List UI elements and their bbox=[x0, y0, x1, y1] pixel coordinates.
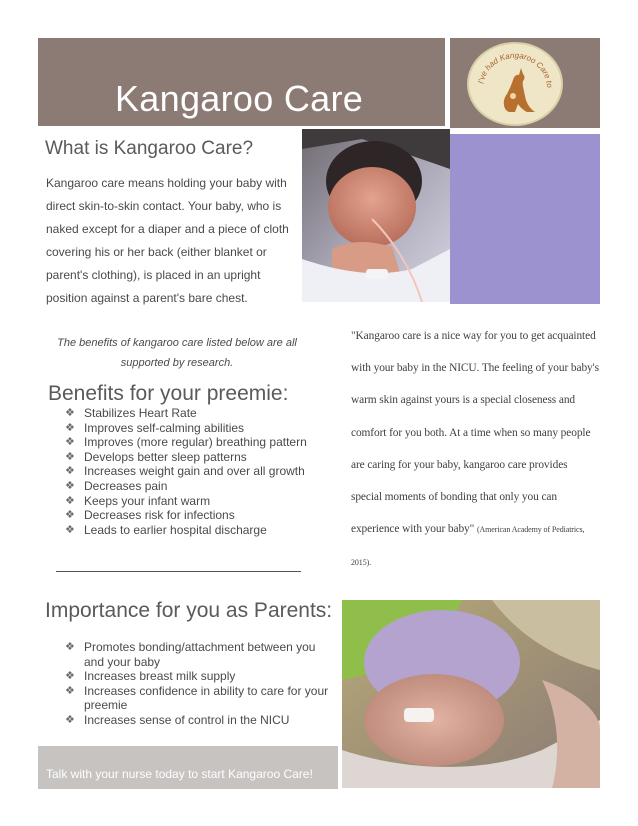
list-item: ❖ Improves self-calming abilities bbox=[65, 420, 245, 435]
diamond-bullet-icon: ❖ bbox=[65, 523, 75, 536]
quote-citation: (American Academy of Pediatrics, 2015). bbox=[351, 525, 585, 568]
research-note: The benefits of kangaroo care listed below are all supported by research. bbox=[57, 337, 297, 369]
diamond-bullet-icon: ❖ bbox=[65, 509, 75, 522]
diamond-bullet-icon: ❖ bbox=[65, 465, 75, 478]
diamond-bullet-icon: ❖ bbox=[65, 641, 75, 653]
kangaroo-logo bbox=[467, 42, 563, 126]
list-item: ❖ Promotes bonding/attachment between you and your baby bbox=[65, 640, 316, 669]
benefits-heading: Benefits for your preemie: bbox=[48, 382, 289, 405]
importance-heading: Importance for you as Parents: bbox=[45, 599, 333, 622]
diamond-bullet-icon: ❖ bbox=[65, 450, 75, 463]
aap-quote: "Kangaroo care is a nice way for you to get acquainted with your baby in the NICU. The feeling of your baby's warm skin against yours is a special closeness and comfort for you both. At a time when so many people are caring for your baby, kangaroo care provides special moments of bonding that only you can experience with your baby" (American Academy of Pediatrics, 2015). bbox=[351, 330, 599, 568]
diamond-bullet-icon: ❖ bbox=[65, 494, 75, 507]
svg-text:I've had Kangaroo Care today!: I've had Kangaroo Care to bbox=[476, 50, 555, 89]
diamond-bullet-icon: ❖ bbox=[65, 479, 75, 492]
footer-call-to-action: Talk with your nurse today to start Kangaroo Care! bbox=[46, 767, 313, 781]
list-item: ❖ Increases weight gain and over all growth bbox=[65, 464, 305, 479]
importance-list bbox=[63, 640, 333, 728]
list-item: ❖ Keeps your infant warm bbox=[65, 493, 211, 508]
diamond-bullet-icon: ❖ bbox=[65, 407, 75, 419]
intro-paragraph: Kangaroo care means holding your baby with direct skin-to-skin contact. Your baby, who is naked except for a diaper and a piece of cloth covering his or her back (either blanket or parent's clothing), is placed in an upright position against a parent's bare chest. bbox=[46, 176, 289, 305]
list-item: ❖ Increases confidence in ability to care for your preemie bbox=[65, 683, 329, 713]
purple-accent-panel bbox=[450, 134, 600, 304]
diamond-bullet-icon: ❖ bbox=[65, 684, 75, 697]
baby-photo-1 bbox=[302, 129, 450, 302]
diamond-bullet-icon: ❖ bbox=[65, 421, 75, 434]
diamond-bullet-icon: ❖ bbox=[65, 670, 75, 683]
list-item: ❖ Stabilizes Heart Rate bbox=[65, 406, 197, 420]
list-item: ❖ Leads to earlier hospital discharge bbox=[65, 522, 267, 537]
benefits-list bbox=[63, 406, 333, 537]
diamond-bullet-icon: ❖ bbox=[65, 436, 75, 449]
page-title: Kangaroo Care bbox=[115, 78, 364, 119]
baby-photo-2 bbox=[342, 600, 600, 788]
list-item: ❖ Decreases risk for infections bbox=[65, 508, 235, 523]
list-item: ❖ Develops better sleep patterns bbox=[65, 449, 247, 464]
list-item: ❖ Increases breast milk supply bbox=[65, 669, 236, 684]
list-item: ❖ Improves (more regular) breathing pattern bbox=[65, 435, 307, 450]
what-is-heading: What is Kangaroo Care? bbox=[45, 138, 254, 159]
list-item: ❖ Decreases pain bbox=[65, 478, 168, 493]
section-divider bbox=[56, 571, 301, 572]
list-item: ❖ Increases sense of control in the NICU bbox=[65, 712, 290, 727]
diamond-bullet-icon: ❖ bbox=[65, 713, 75, 726]
